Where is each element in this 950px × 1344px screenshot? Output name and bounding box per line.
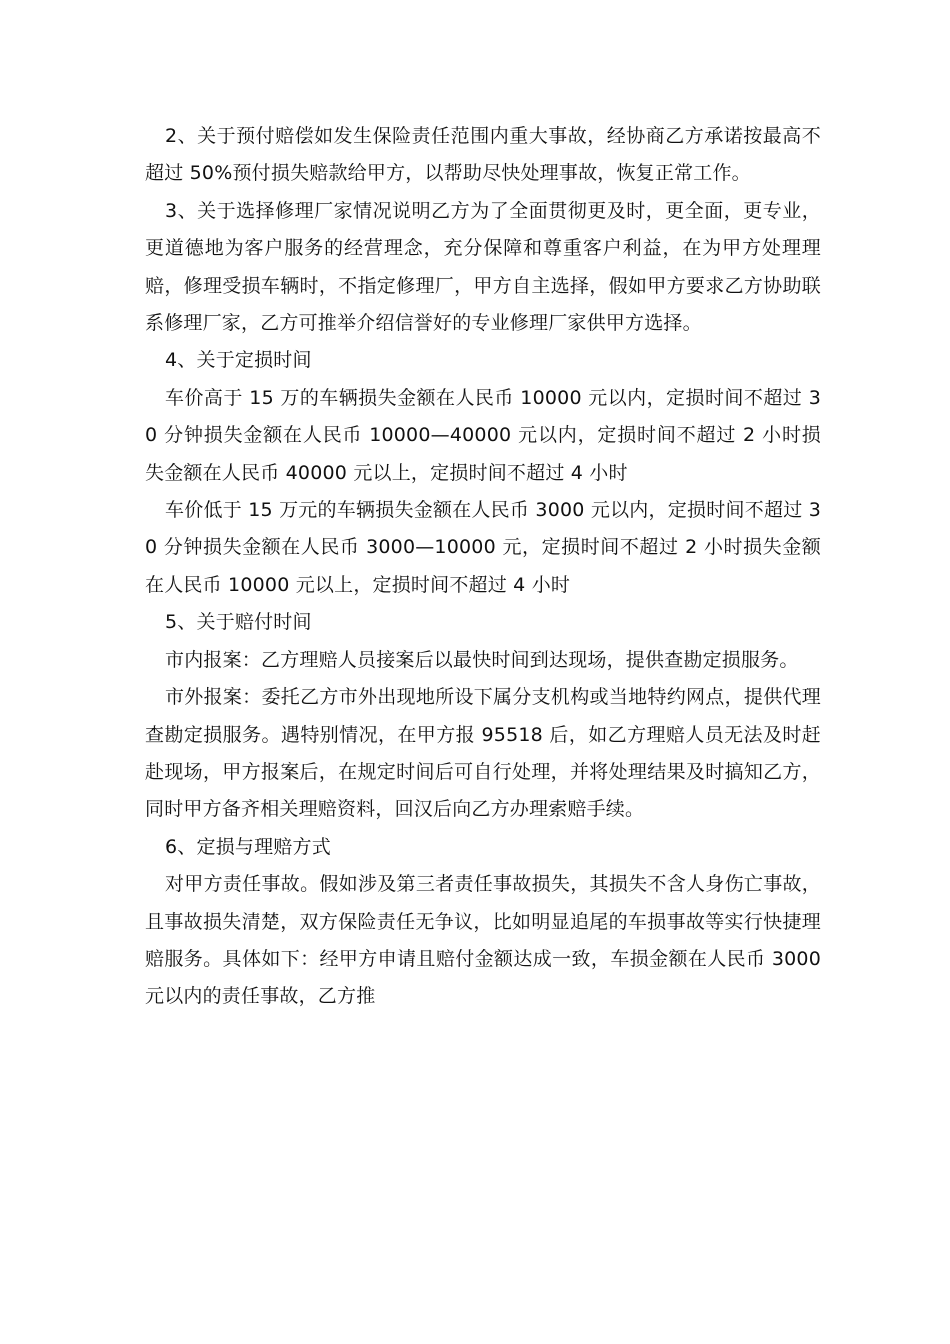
heading-payment-time: 5、关于赔付时间 (165, 611, 312, 634)
heading-assessment-method: 6、定损与理赔方式 (165, 835, 331, 858)
heading-assessment-time: 4、关于定损时间 (165, 349, 312, 372)
paragraph-fast-claims: 对甲方责任事故。假如涉及第三者责任事故损失，其损失不含人身伤亡事故，且事故损失清楚，双方保险责任无争议，比如明显追尾的车损事故等实行快捷理赔服务。具体如下：经甲方申请且赔付金额达成一致，车损金额在人民币 3000 元以内的责任事故，乙方推 (145, 873, 821, 1008)
paragraph-local-report: 市内报案：乙方理赔人员接案后以最快时间到达现场，提供查勘定损服务。 (165, 648, 799, 671)
paragraph-repair-shop-selection: 3、关于选择修理厂家情况说明乙方为了全面贯彻更及时，更全面，更专业，更道德地为客户服务的经营理念，充分保障和尊重客户利益，在为甲方处理理赔，修理受损车辆时，不指定修理厂，甲方自主选择，假如甲方要求乙方协助联系修理厂家，乙方可推举介绍信誉好的专业修理厂家供甲方选择。 (145, 199, 821, 335)
paragraph-low-price-vehicles: 车价低于 15 万元的车辆损失金额在人民币 3000 元以内，定损时间不超过 30 分钟损失金额在人民币 3000—10000 元，定损时间不超过 2 小时损失金额在人民币 10000 元以上，定损时间不超过 4 小时 (145, 499, 821, 596)
paragraph-out-of-town-report: 市外报案：委托乙方市外出现地所设下属分支机构或当地特约网点，提供代理查勘定损服务。遇特别情况，在甲方报 95518 后，如乙方理赔人员无法及时赶赴现场，甲方报案后，在规定时间后可自行处理，并将处理结果及时搞知乙方，同时甲方备齐相关理赔资料，回汉后向乙方办理索赔手续。 (145, 686, 821, 821)
paragraph-high-price-vehicles: 车价高于 15 万的车辆损失金额在人民币 10000 元以内，定损时间不超过 30 分钟损失金额在人民币 10000—40000 元以内，定损时间不超过 2 小时损失金额在人民币 40000 元以上，定损时间不超过 4 小时 (145, 386, 821, 484)
document-body (145, 118, 821, 1016)
paragraph-advance-compensation: 2、关于预付赔偿如发生保险责任范围内重大事故，经协商乙方承诺按最高不超过 50%预付损失赔款给甲方，以帮助尽快处理事故，恢复正常工作。 (145, 125, 821, 185)
